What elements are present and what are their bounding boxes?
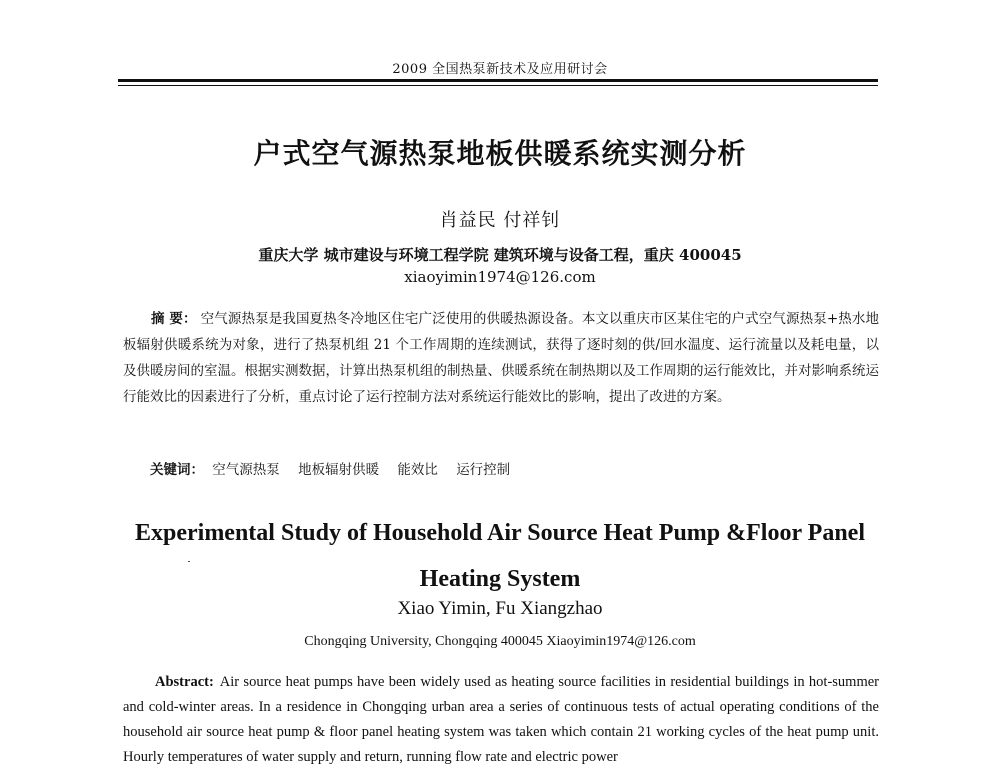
paper-title-en-line2: Heating System [419, 566, 581, 592]
conference-header: 2009 全国热泵新技术及应用研讨会 [392, 62, 608, 77]
keyword: 能效比 [397, 462, 438, 478]
authors-cn: 肖益民 付祥钊 [439, 210, 561, 231]
keywords-cn [150, 458, 524, 478]
keywords-cn-label: 关键词： [150, 462, 204, 478]
abstract-en [123, 670, 879, 770]
paper-title-en-line1: Experimental Study of Household Air Source Heat Pump &Floor Panel [134, 520, 866, 546]
header-rule-thick [118, 79, 878, 82]
keyword: 运行控制 [456, 462, 511, 478]
abstract-cn [123, 306, 879, 410]
abstract-cn-label: 摘 要： [151, 311, 197, 327]
affiliation-en: Chongqing University, Chongqing 400045 Xiaoyimin1974@126.com [304, 634, 696, 649]
paper-title-cn: 户式空气源热泵地板供暖系统实测分析 [253, 137, 747, 170]
affiliation-cn: 重庆大学 城市建设与环境工程学院 建筑环境与设备工程，重庆 400045 [258, 246, 742, 264]
email-cn: xiaoyimin1974@126.com [404, 268, 596, 286]
authors-en: Xiao Yimin, Fu Xiangzhao [397, 598, 603, 619]
scan-speck [188, 561, 190, 562]
abstract-en-text: Air source heat pumps have been widely used as heating source facilities in residential buildings in hot-summer and cold-winter areas. In a residence in Chongqing urban area a series of continuous tests of actual operating conditions of the household air source heat pump & floor panel heating system was taken which contain 21 working cycles of the heat pump unit. Hourly temperatures of water supply and return, running flow rate and electric power [123, 674, 879, 765]
abstract-cn-text: 空气源热泵是我国夏热冬冷地区住宅广泛使用的供暖热源设备。本文以重庆市区某住宅的户式空气源热泵+热水地板辐射供暖系统为对象，进行了热泵机组 21 个工作周期的连续测试，获得了逐时刻的供/回水温度、运行流量以及耗电量，以及供暖房间的室温。根据实测数据，计算出热泵机组的制热量、供暖系统在制热期以及工作周期的运行能效比，并对影响系统运行能效比的因素进行了分析，重点讨论了运行控制方法对系统运行能效比的影响，提出了改进的方案。 [123, 311, 879, 405]
header-rule-thin [118, 85, 878, 86]
abstract-en-label: Abstract: [155, 674, 214, 690]
keyword: 空气源热泵 [212, 462, 280, 478]
paper-title-en [0, 510, 1000, 602]
keyword: 地板辐射供暖 [298, 462, 380, 478]
